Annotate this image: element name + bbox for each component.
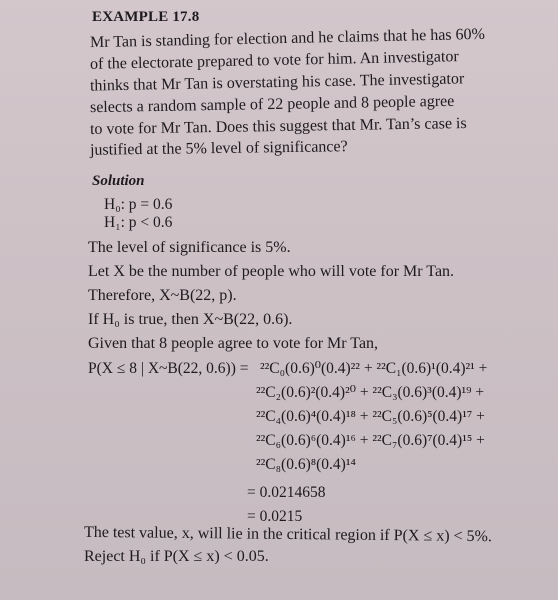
expansion-line-5: ²²C₈(0.6)⁸(0.4)¹⁴ (256, 456, 356, 473)
problem-line-2: of the electorate prepared to vote for him. An investigator (89, 48, 459, 73)
expansion-line-4: ²²C₆(0.6)⁶(0.4)¹⁶ + ²²C₇(0.6)⁷(0.4)¹⁵ + (256, 432, 485, 449)
expansion-line-1: ²²C₀(0.6)⁰(0.4)²² + ²²C₁(0.6)¹(0.4)²¹ + (260, 360, 488, 377)
result-value-2: = 0.0215 (247, 508, 303, 525)
solution-heading: Solution (92, 173, 145, 189)
reject-rule-line: Reject H₀ if P(X ≤ x) < 0.05. (84, 548, 269, 565)
problem-line-3: thinks that Mr Tan is overstating his case. The investigator (89, 70, 465, 95)
expansion-line-2: ²²C₂(0.6)²(0.4)²⁰ + ²²C₃(0.6)³(0.4)¹⁹ + (256, 384, 485, 401)
problem-line-4: selects a random sample of 22 people and 8 people agree (89, 92, 455, 117)
given-line: Given that 8 people agree to vote for Mr Tan, (88, 335, 379, 352)
result-value-1: = 0.0214658 (247, 484, 326, 501)
example-title: EXAMPLE 17.8 (92, 9, 200, 25)
define-x-line: Let X be the number of people who will vote for Mr Tan. (88, 263, 455, 280)
null-distribution-line: If H₀ is true, then X~B(22, 0.6). (88, 311, 293, 328)
expansion-line-3: ²²C₄(0.6)⁴(0.4)¹⁸ + ²²C₅(0.6)⁵(0.4)¹⁷ + (256, 408, 485, 425)
null-hypothesis: H₀: p = 0.6 (104, 196, 173, 213)
alternative-hypothesis: H₁: p < 0.6 (104, 214, 173, 231)
probability-lhs: P(X ≤ 8 | X~B(22, 0.6)) = (88, 360, 249, 377)
significance-line: The level of significance is 5%. (88, 239, 291, 256)
problem-line-1: Mr Tan is standing for election and he claims that he has 60% (89, 25, 486, 52)
distribution-line: Therefore, X~B(22, p). (88, 287, 237, 304)
problem-line-5: to vote for Mr Tan. Does this suggest that Mr. Tan’s case is (89, 115, 467, 138)
problem-line-6: justified at the 5% level of significance? (89, 138, 348, 159)
critical-region-line: The test value, x, will lie in the critical region if P(X ≤ x) < 5%. (83, 523, 493, 546)
